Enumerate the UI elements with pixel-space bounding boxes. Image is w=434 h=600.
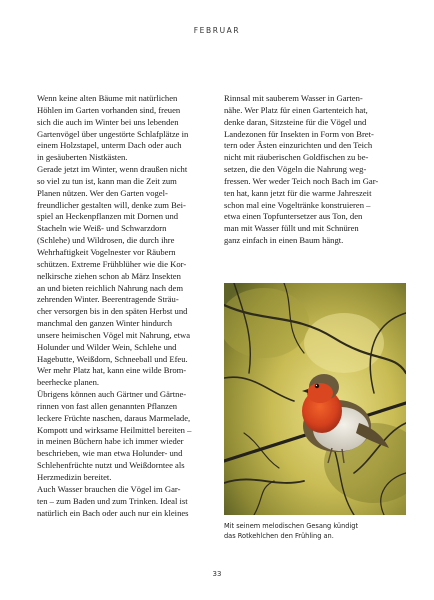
text-line: ten – zum Baden und zum Trinken. Ideal ist <box>37 495 188 506</box>
text-line: ganz einfach in einen Baum hängt. <box>224 235 344 246</box>
text-line: zehrenden Winter. Beerentragende Sträu- <box>37 294 179 305</box>
text-line: in gesäuberten Nistkästen. <box>37 152 128 163</box>
robin-photo <box>224 283 406 515</box>
text-line: so viel zu tun ist, kann man die Zeit zum <box>37 175 177 186</box>
text-line: tern oder Ästen einzurichten und den Teich <box>224 140 373 151</box>
caption-line: das Rotkehlchen den Frühling an. <box>224 532 334 540</box>
caption-line: Mit seinem melodischen Gesang kündigt <box>224 522 359 530</box>
text-line: manchmal den ganzen Winter hindurch <box>37 318 173 329</box>
text-line: man mit Wasser füllt und mit Schnüren <box>224 223 359 234</box>
text-line: in meinen Büchern habe ich immer wieder <box>37 436 184 447</box>
text-line: Gerade jetzt im Winter, wenn draußen nicht <box>37 164 188 175</box>
text-line: Rinnsal mit sauberem Wasser in Garten- <box>224 93 363 103</box>
left-text-column <box>37 93 219 519</box>
text-line: cher versorgen bis in den späten Herbst und <box>37 306 188 317</box>
text-line: Schlehenfrüchte nutzt und Weißdorntee als <box>37 460 185 471</box>
text-line: Wer mehr Platz hat, kann eine wilde Brom- <box>37 365 187 376</box>
text-line: rinnen von fast allen genannten Pflanzen <box>37 400 178 411</box>
text-line: ten hat, kann jetzt für die warme Jahreszeit <box>224 187 372 198</box>
text-line: Übrigens können auch Gärtner und Gärtne- <box>37 389 187 400</box>
text-line: spiel an Heckenpflanzen mit Dornen und <box>37 211 179 222</box>
text-line: Kompott und wirksame Heilmittel bereiten – <box>37 424 192 435</box>
text-line: an und bieten reichlich Nahrung nach dem <box>37 282 184 293</box>
text-line: nähe. Wer Platz für einen Gartenteich hat, <box>224 104 368 115</box>
right-text-column <box>224 93 406 247</box>
text-line: Wehrhaftigkeit Vogelnester vor Räubern <box>37 246 176 257</box>
text-line: (Schlehe) und Wildrosen, die durch ihre <box>37 235 175 246</box>
text-line: Gartenvögel über ungestörte Schlafplätze in <box>37 128 189 139</box>
text-line: Landezonen für Insekten in Form von Bret- <box>224 128 374 139</box>
text-line: Höhlen im Garten vorhanden sind, freuen <box>37 104 181 115</box>
text-line: Holunder und Wilder Wein, Schlehe und <box>37 341 177 352</box>
text-line: Hagebutte, Weißdorn, Schneeball und Efeu. <box>37 353 188 364</box>
section-header: FEBRUAR <box>193 26 241 35</box>
text-line: Wenn keine alten Bäume mit natürlichen <box>37 93 178 103</box>
text-line: freundlicher gestalten will, denke zum Bei- <box>37 199 186 210</box>
photo-caption <box>224 521 414 541</box>
text-line: natürlich ein Bach oder auch nur ein kleines <box>37 507 189 518</box>
text-line: unsere heimischen Vögel mit Nahrung, etwa <box>37 329 191 340</box>
text-line: Auch Wasser brauchen die Vögel im Gar- <box>37 483 181 494</box>
text-line: leckere Früchte naschen, daraus Marmelade, <box>37 412 191 423</box>
text-line: beerhecke planen. <box>37 377 100 388</box>
text-line: denke daran, Sitzsteine für die Vögel und <box>224 116 367 127</box>
text-line: schon mal eine Vogeltränke konstruieren – <box>224 199 371 210</box>
text-line: beschrieben, wie man etwa Holunder- und <box>37 448 183 459</box>
text-line: Planen nützen. Wer den Garten vogel- <box>37 187 168 198</box>
text-line: schützen. Extreme Frühblüher wie die Kor- <box>37 258 187 269</box>
text-line: einem Holzstapel, unterm Dach oder auch <box>37 140 182 151</box>
text-line: sich die auch im Winter bei uns lebenden <box>37 116 179 127</box>
text-line: Herzmedizin bereitet. <box>37 472 112 482</box>
text-line: Stacheln wie Weiß- und Schwarzdorn <box>37 223 167 234</box>
text-line: nicht mit räuberischen Goldfischen zu be- <box>224 152 369 163</box>
text-line: fressen. Wer weder Teich noch Bach im Gar- <box>224 175 379 186</box>
text-line: etwa einen Topfuntersetzer aus Ton, den <box>224 211 363 222</box>
page-number: 33 <box>212 570 222 578</box>
text-line: setzen, die den Vögeln die Nahrung weg- <box>224 164 367 175</box>
text-line: nelkirsche ziehen schon ab März Insekten <box>37 270 181 281</box>
